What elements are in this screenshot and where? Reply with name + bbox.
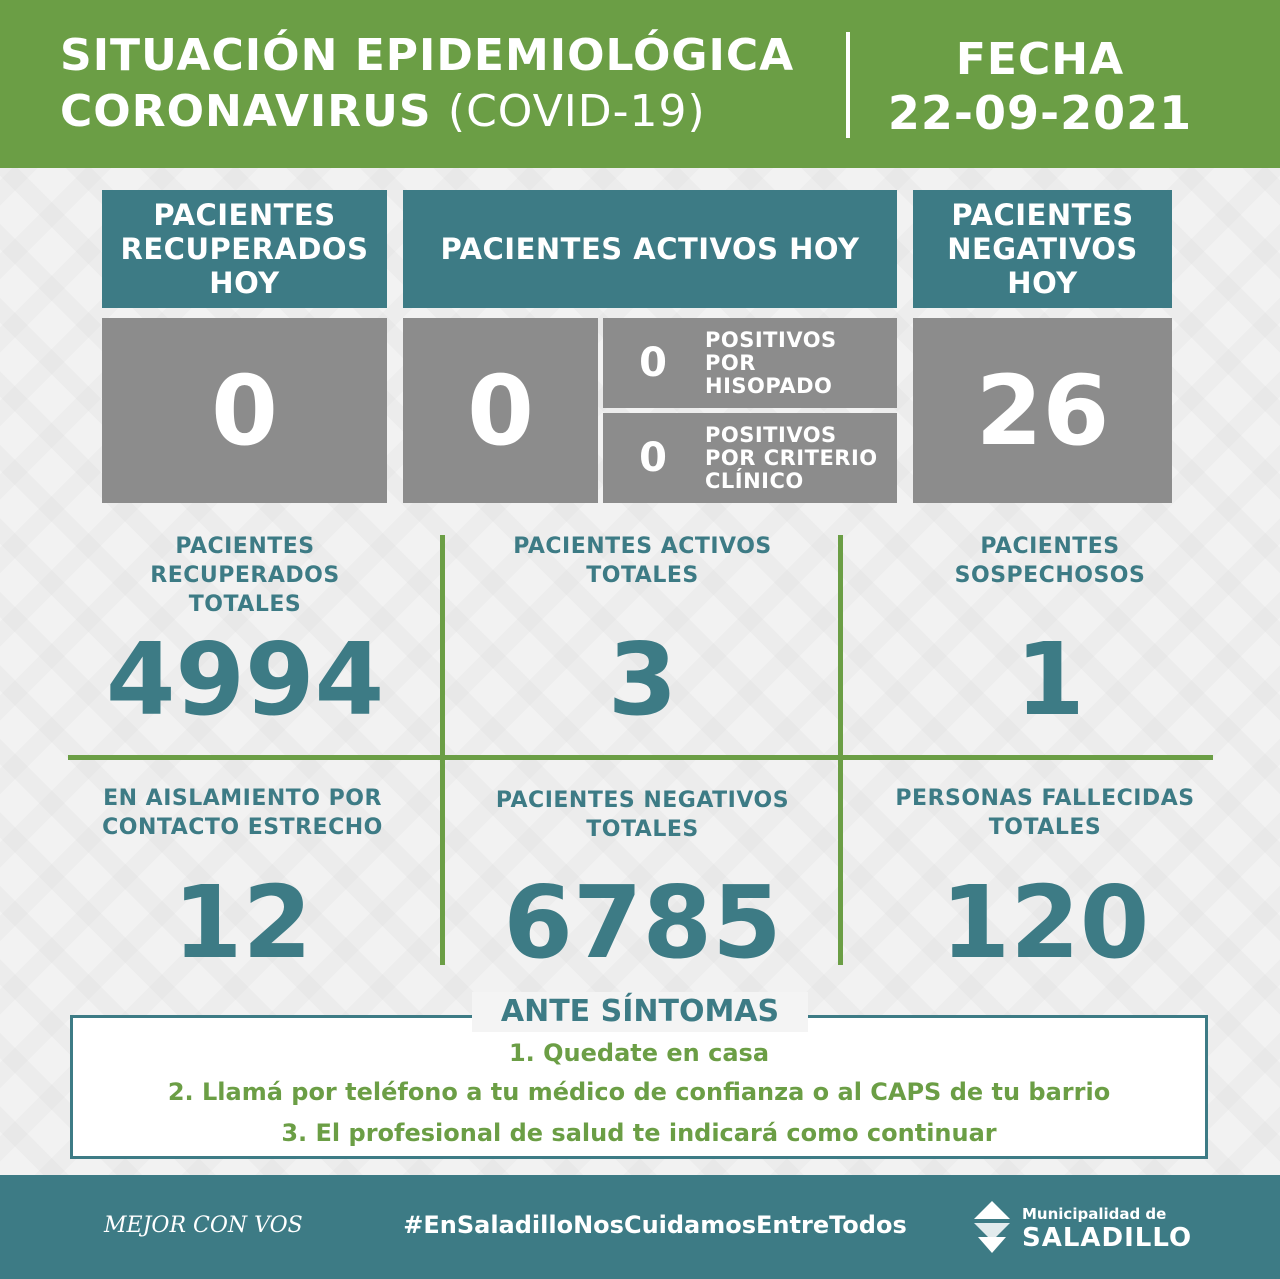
label-line: PACIENTES	[951, 198, 1134, 232]
title-covid: (COVID-19)	[447, 86, 706, 137]
label-line: PACIENTES ACTIVOS	[513, 534, 772, 559]
label-line: POR	[705, 350, 756, 375]
positivos-hisopado-label	[705, 318, 837, 408]
label-line: CONTACTO ESTRECHO	[102, 815, 383, 840]
title-line1: SITUACIÓN EPIDEMIOLÓGICA	[60, 30, 795, 81]
fallecidas-value: 120	[940, 864, 1150, 981]
positivos-hisopado-value: 0	[639, 340, 667, 386]
label-line: EN AISLAMIENTO POR	[103, 786, 382, 811]
sintomas-step-3: 3. El profesional de salud te indicará como continuar	[281, 1119, 997, 1147]
sospechosos-label	[850, 532, 1250, 590]
activos-hoy-value: 0	[403, 318, 598, 503]
recuperados-hoy-value: 0	[102, 318, 387, 503]
aislamiento-value: 12	[172, 864, 313, 981]
label-line: HOY	[1007, 266, 1078, 300]
title-coronavirus: CORONAVIRUS	[60, 86, 432, 137]
label-line: SOSPECHOSOS	[954, 563, 1146, 588]
label-line: PACIENTES	[980, 534, 1120, 559]
fallecidas-label	[845, 784, 1245, 842]
label-line: HISOPADO	[705, 373, 833, 398]
saladillo-logo-icon	[964, 1199, 1020, 1255]
label-line: POSITIVOS	[705, 327, 837, 352]
fecha-label: FECHA	[955, 34, 1125, 85]
negativos-totales-value: 6785	[503, 864, 782, 981]
header-divider	[846, 32, 850, 138]
positivos-hisopado-box	[603, 318, 897, 408]
activos-totales-label	[450, 532, 835, 590]
sospechosos-value: 1	[1015, 621, 1085, 738]
label-line: TOTALES	[586, 817, 699, 842]
label-line: POR CRITERIO	[705, 445, 878, 470]
label-line: TOTALES	[586, 563, 699, 588]
label-line: RECUPERADOS	[120, 232, 369, 266]
label-line: PACIENTES	[153, 198, 336, 232]
sintomas-step-1: 1. Quedate en casa	[508, 1039, 770, 1067]
grid-hline	[68, 755, 1213, 760]
label-line: NEGATIVOS	[947, 232, 1138, 266]
aislamiento-label	[50, 784, 435, 842]
negativos-totales-label	[445, 786, 840, 844]
hashtag: #EnSaladilloNosCuidamosEntreTodos	[403, 1211, 907, 1239]
recuperados-hoy-header	[102, 190, 387, 308]
label-line: PERSONAS FALLECIDAS	[895, 786, 1195, 811]
label-line: CLÍNICO	[705, 468, 804, 493]
label-line: TOTALES	[988, 815, 1102, 840]
positivos-criterio-box	[603, 413, 897, 503]
logo-municipalidad: Municipalidad de	[1022, 1205, 1167, 1223]
label-line: PACIENTES	[175, 534, 315, 559]
activos-hoy-label: PACIENTES ACTIVOS HOY	[440, 232, 860, 266]
header-banner	[0, 0, 1280, 168]
activos-hoy-header	[403, 190, 897, 308]
footer-bar	[0, 1175, 1280, 1279]
ante-sintomas-title: ANTE SÍNTOMAS	[472, 992, 808, 1032]
label-line: PACIENTES NEGATIVOS	[495, 788, 790, 813]
activos-totales-value: 3	[607, 621, 678, 738]
negativos-hoy-value: 26	[913, 318, 1172, 503]
sintomas-step-2: 2. Llamá por teléfono a tu médico de confianza o al CAPS de tu barrio	[167, 1078, 1111, 1106]
positivos-criterio-label	[705, 413, 878, 503]
negativos-hoy-header	[913, 190, 1172, 308]
fecha-value: 22-09-2021	[887, 86, 1193, 140]
recuperados-totales-label	[60, 532, 430, 619]
mejor-con-vos-slogan: MEJOR CON VOS	[104, 1213, 303, 1238]
label-line: RECUPERADOS	[150, 563, 340, 588]
label-line: HOY	[209, 266, 280, 300]
recuperados-totales-value: 4994	[105, 621, 385, 738]
title-line2	[60, 86, 706, 137]
label-line: TOTALES	[188, 592, 302, 617]
label-line: POSITIVOS	[705, 422, 837, 447]
logo-saladillo: SALADILLO	[1022, 1223, 1193, 1253]
positivos-criterio-value: 0	[639, 435, 667, 481]
